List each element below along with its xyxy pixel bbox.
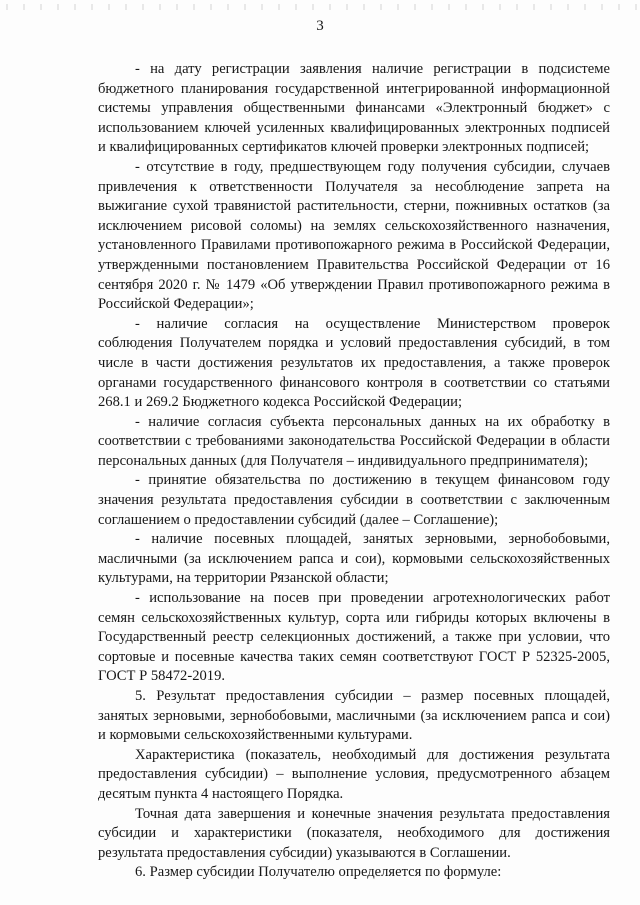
- document-body: [98, 60, 610, 883]
- paragraph-consent-to-inspections: - наличие согласия на осуществление Министерством проверок соблюдения Получателем порядка и условий предоставления субсидий, в том числе в части достижения результатов их предоставления, а также проверок органами государственного финансового контроля в соответствии со статьями 268.1 и 269.2 Бюджетного кодекса Российской Федерации;: [98, 315, 610, 411]
- page-number: 3: [316, 18, 324, 34]
- paragraph-no-burning-liability: - отсутствие в году, предшествующем году получения субсидии, случаев привлечения к ответственности Получателя за несоблюдение запрета на выжигание сухой травянистой растительности, стерни, пожнивных остатков (за исключением рисовой соломы) на землях сельскохозяйственного назначения, установленного Правилами противопожарного режима в Российской Федерации, утвержденными постановлением Правительства Российской Федерации от 16 сентября 2020 г. № 1479 «Об утверждении Правил противопожарного режима в Российской Федерации»;: [98, 158, 610, 313]
- paragraph-personal-data-consent: - наличие согласия субъекта персональных данных на их обработку в соответствии с требованиями законодательства Российской Федерации в области персональных данных (для Получателя – индивидуального предпринимателя);: [98, 413, 610, 469]
- paragraph-certified-seeds: - использование на посев при проведении агротехнологических работ семян сельскохозяйственных культур, сорта или гибриды которых включены в Государственный реестр селекционных достижений, а также при условии, что сортовые и посевные качества таких семян соответствуют ГОСТ Р 52325-2005, ГОСТ Р 58472-2019.: [98, 590, 610, 685]
- paragraph-registration-requirement: - на дату регистрации заявления наличие регистрации в подсистеме бюджетного планирования государственной интегрированной информационной системы управления общественными финансами «Электронный бюджет» с использованием ключей усиленных квалифицированных электронных подписей и квалифицированных сертификатов ключей проверки электронных подписей;: [98, 61, 610, 156]
- paragraph-completion-date: Точная дата завершения и конечные значения результата предоставления субсидии и характеристики (показателя, необходимого для достижения результата предоставления субсидии) указываются в Соглашении.: [98, 805, 610, 861]
- paragraph-characteristic: Характеристика (показатель, необходимый для достижения результата предоставления субсидии) – выполнение условия, предусмотренного абзацем десятым пункта 4 настоящего Порядка.: [98, 746, 610, 802]
- paragraph-result-obligation: - принятие обязательства по достижению в текущем финансовом году значения результата предоставления субсидии в соответствии с заключенным соглашением о предоставлении субсидий (далее – Соглашение);: [98, 472, 610, 528]
- paragraph-section-5-result: 5. Результат предоставления субсидии – размер посевных площадей, занятых зерновыми, зернобобовыми, масличными (за исключением рапса и сои) и кормовыми сельскохозяйственными культурами.: [98, 688, 610, 744]
- paragraph-section-6-formula: 6. Размер субсидии Получателю определяется по формуле:: [135, 864, 502, 881]
- paragraph-sown-areas: - наличие посевных площадей, занятых зерновыми, зернобобовыми, масличными (за исключением рапса и сои), кормовыми сельскохозяйственных культурами, на территории Рязанской области;: [98, 531, 610, 587]
- scan-edge-artifact: [0, 4, 640, 10]
